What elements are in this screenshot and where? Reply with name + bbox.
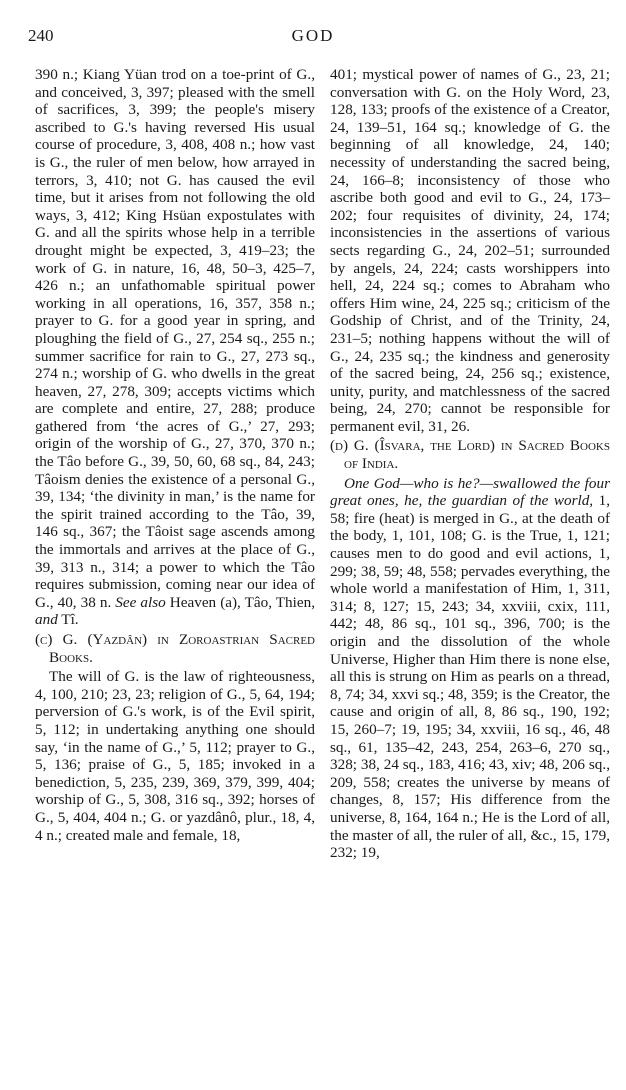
page-header: [0, 26, 626, 52]
see-also-end: Tî.: [57, 611, 79, 629]
section-heading-india: (d) G. (Îsvara, the Lord) in Sacred Books of India.: [330, 437, 610, 473]
see-also-and: and: [35, 611, 58, 629]
entry-text: 390 n.; Kiang Yüan trod on a toe-print of G., and conceived, 3, 397; pleased with the smell of sacrifices, 3, 399; the people's misery ascribed to G.'s having reversed His usual course of procedure, 3, 408, 408 n.; how vast is G., the ruler of men below, how arrayed in terrors, 3, 410; not G. has caused the evil time, but it arises from not following the old ways, 3, 412; King Hsüan expostulates with G. and all the spirits whose help in a terrible drought might be expected, 3, 419–23; the work of G. in nature, 16, 48, 50–3, 425–7, 426 n.; an unfathomable spiritual power working in all operations, 16, 357, 358 n.; prayer to G. for a good year in spring, and ploughing the field of G., 27, 254 sq., 255 n.; summer sacrifice for rain to G., 27, 273 sq., 274 n.; worship of G. who dwells in the great heaven, 27, 278, 309; accepts victims which are complete and entire, 27, 288; produce gathered from ‘the acres of G.,’ 27, 293; origin of the worship of G., 27, 370, 370 n.; the Tâo before G., 39, 50, 60, 68 sq., 84, 243; Tâoism denies the existence of a personal G., 39, 134; ‘the divinity in man,’ is the name for the spirit trained according to the Tâo, 39, 146 sq., 367; the Tâoist sage ascends among the immortals and arrives at the place of G., 39, 313 n., 314; a power to which the Tâo requires submission, coming near our idea of G., 40, 38 n.: [35, 66, 315, 611]
running-title: GOD: [291, 26, 335, 45]
see-also-text: Heaven (a), Tâo, Thien,: [165, 593, 315, 611]
see-also-label: See also: [115, 593, 166, 611]
entry-paragraph: [330, 475, 610, 862]
entry-paragraph: [35, 66, 315, 629]
quoted-verse: One God—who is he?—swallowed the four great ones, he, the guardian of the world,: [330, 474, 610, 510]
section-heading-zoroastrian: (c) G. (Yazdân) in Zoroastrian Sacred Books.: [35, 631, 315, 666]
left-column: [35, 66, 315, 844]
entry-paragraph: 401; mystical power of names of G., 23, 21; conversation with G. on the Holy Word, 23, 128, 133; proofs of the existence of a Creator, 24, 139–51, 164 sq.; knowledge of G. the beginning of all knowledge, 24, 140; necessity of understanding the sacred being, 24, 166–8; inconsistency of those who ascribe both good and evil to G., 24, 173–202; four requisites of divinity, 24, 174; inconsistencies in the assertions of various sects regarding G., 24, 202–51; surrounded by angels, 24, 224; casts worshippers into hell, 24, 224 sq.; comes to Abraham who offers Him wine, 24, 225 sq.; criticism of the Godship of Christ, and of the Trinity, 24, 231–5; nothing happens without the will of G., 24, 235 sq.; the kindness and generosity of the sacred being, 24, 256 sq.; existence, unity, purity, and matchlessness of the sacred being, 24, 270; cannot be responsible for permanent evil, 31, 26.: [330, 66, 610, 435]
page-number: 240: [28, 26, 54, 45]
entry-paragraph: The will of G. is the law of righteousness, 4, 100, 210; 23, 23; religion of G., 5, 64, 194; perversion of G.'s work, is of the Evil spirit, 5, 112; in undertaking anything one should say, ‘in the name of G.,’ 5, 112; prayer to G., 5, 136; praise of G., 5, 185; invoked in a benediction, 5, 235, 239, 369, 379, 399, 404; worship of G., 5, 308, 316 sq., 392; horses of G., 5, 404, 404 n.; G. or yazdânô, plur., 18, 4, 4 n.; created male and female, 18,: [35, 668, 315, 844]
entry-text: 1, 58; fire (heat) is merged in G., at the death of the body, 1, 101, 108; G. is the True, 1, 121; causes men to do good and evil actions, 1, 299; 38, 59; 48, 558; pervades everything, the whole world a manifestation of Him, 1, 311, 314; 8, 127; 15, 243; 34, xxviii, cxix, 111, 442; 48, 86 sq., 101 sq., 396, 700; is the origin and the dissolution of the whole Universe, Higher than Him there is none else, all this is strung on Him as pearls on a thread, 8, 74; 34, xxvi sq.; 48, 359; is the Creator, the cause and origin of all, 8, 86 sq., 190, 192; 15, 260–7; 19, 195; 34, xxviii, 16 sq., 46, 48 sq., 61, 135–42, 243, 254, 263–6, 270 sq., 328; 38, 24 sq., 183, 416; 43, xiv; 48, 206 sq., 209, 558; creates the universe by means of changes, 8, 157; His difference from the universe, 8, 164, 164 n.; He is the Lord of all, the master of all, the ruler of all, &c., 15, 179, 232; 19,: [330, 492, 611, 862]
right-column: [330, 66, 610, 862]
